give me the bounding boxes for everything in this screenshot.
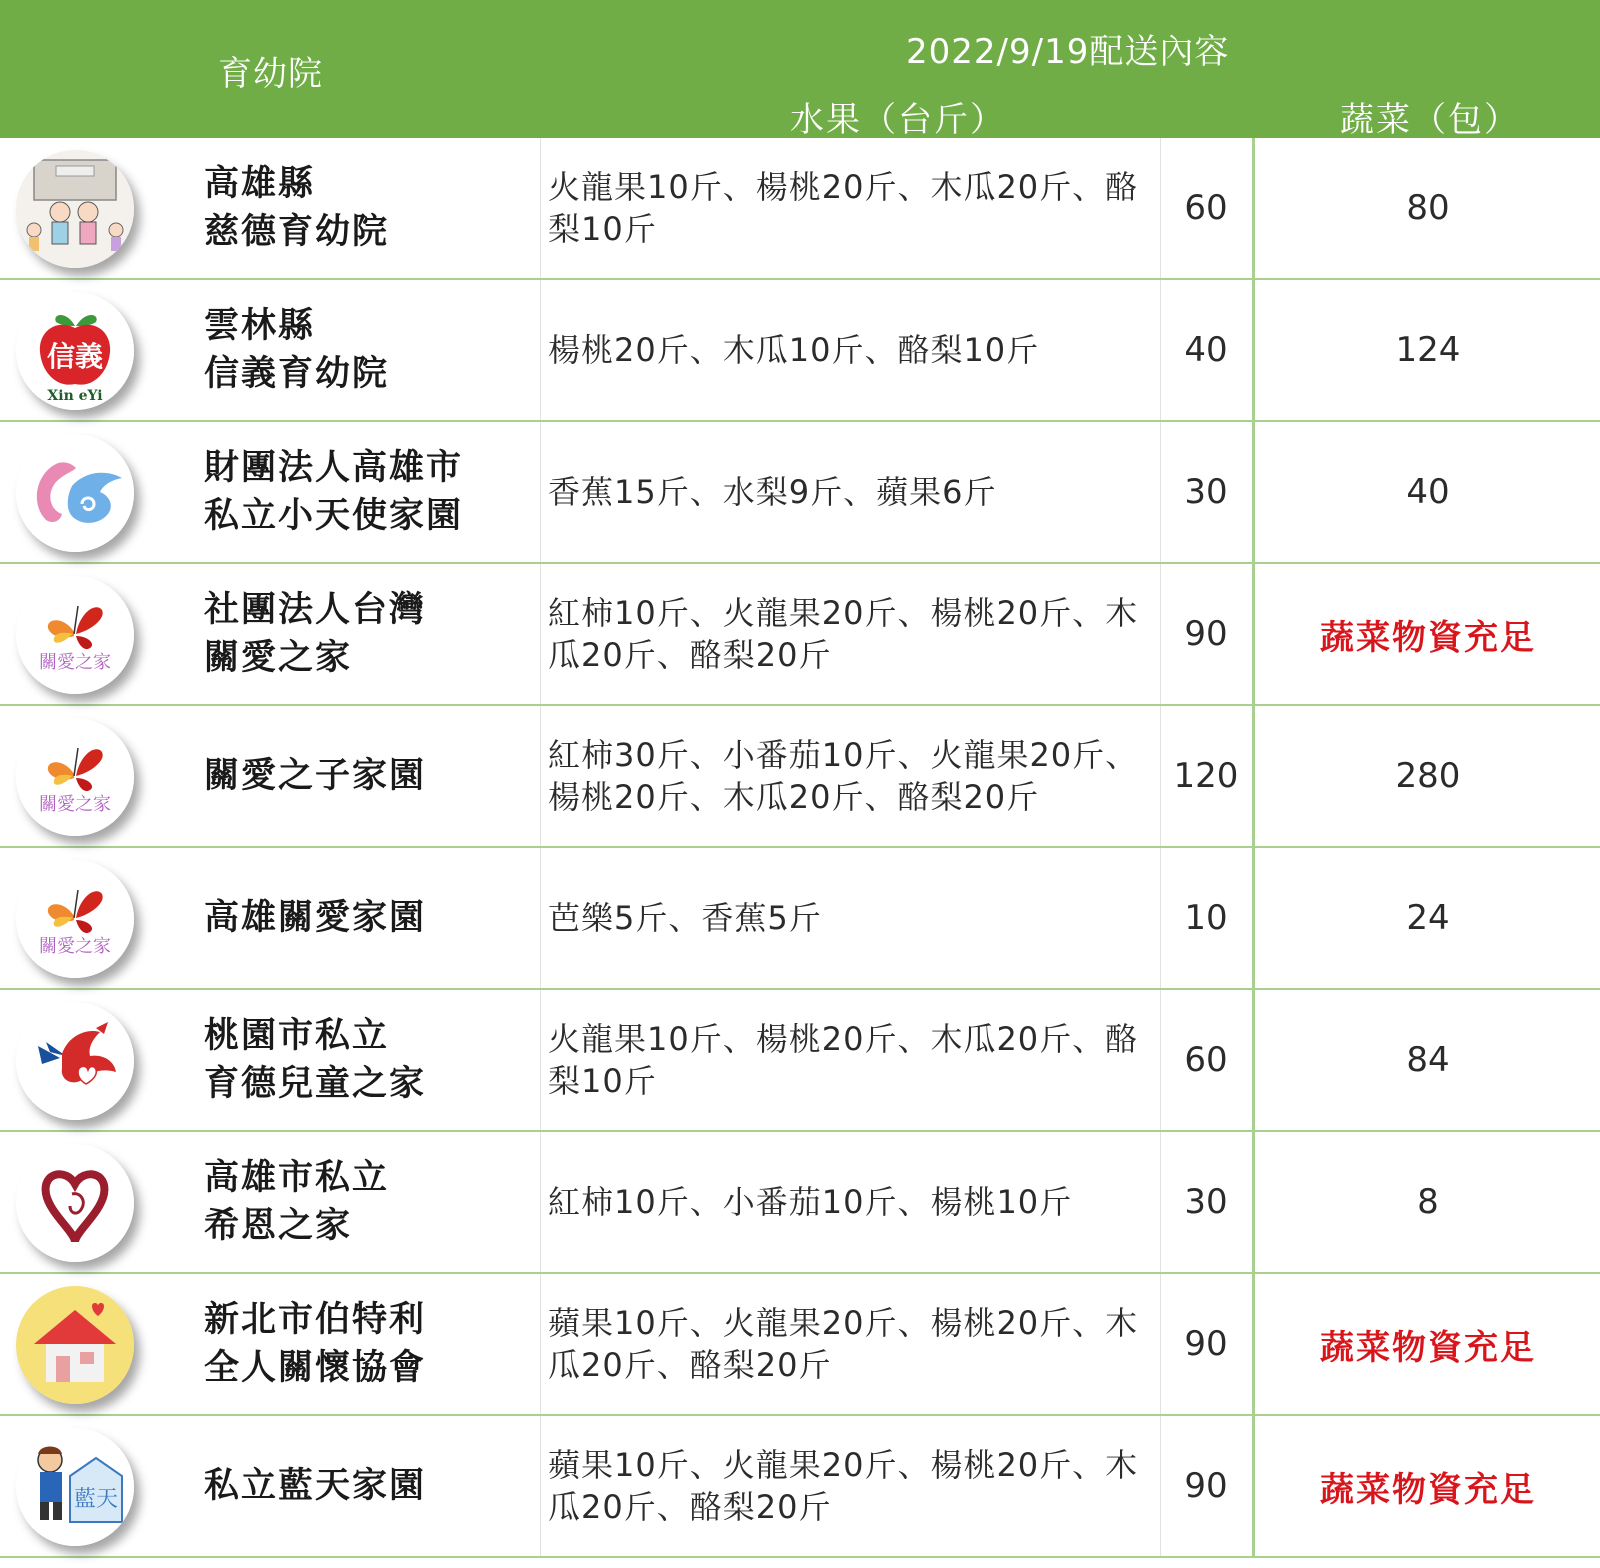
column-divider [1252,1132,1255,1272]
column-divider [540,706,541,846]
column-divider [540,990,541,1130]
column-divider [1160,848,1161,988]
table-row [0,280,1600,422]
svg-text:關愛之家: 關愛之家 [39,652,111,673]
orphanage-name [204,1416,534,1556]
fruit-items: 紅柿10斤、火龍果20斤、楊桃20斤、木瓜20斤、酪梨20斤 [548,594,1139,674]
orphanage-name [204,138,534,278]
column-divider [1252,422,1255,562]
column-divider [1160,422,1161,562]
yude-logo-icon [16,1002,134,1120]
fruit-items: 香蕉15斤、水梨9斤、蘋果6斤 [548,473,997,511]
guanai-logo-icon [16,860,134,978]
header-fruit: 水果（台斤） [790,100,1006,140]
orphanage-name-line2: 全人關懷協會 [204,1348,427,1388]
angel-logo-icon [16,434,134,552]
column-divider [1160,1416,1161,1556]
orphanage-name [204,564,534,704]
table-row [0,1132,1600,1274]
vegetable-amount: 124 [1395,330,1461,370]
column-divider [1252,564,1255,704]
svg-text:關愛之家: 關愛之家 [39,936,111,957]
column-divider [540,848,541,988]
column-divider [540,280,541,420]
vegetable-amount: 24 [1406,898,1450,938]
cide-logo-icon [16,150,134,268]
orphanage-name-line1: 高雄關愛家園 [204,898,427,938]
table-row [0,1274,1600,1416]
column-divider [540,564,541,704]
column-divider [1252,990,1255,1130]
column-divider [1252,138,1255,278]
orphanage-name-line2: 希恩之家 [204,1206,353,1246]
fruit-items: 火龍果10斤、楊桃20斤、木瓜20斤、酪梨10斤 [548,168,1139,248]
fruit-total-amount: 30 [1184,1182,1228,1222]
table-body [0,138,1600,1558]
fruit-items: 火龍果10斤、楊桃20斤、木瓜20斤、酪梨10斤 [548,1020,1139,1100]
column-divider [1252,1416,1255,1556]
column-divider [1160,706,1161,846]
fruit-total-amount: 90 [1184,1324,1228,1364]
column-divider [1160,138,1161,278]
fruit-items: 蘋果10斤、火龍果20斤、楊桃20斤、木瓜20斤、酪梨20斤 [548,1304,1139,1384]
column-divider [540,1132,541,1272]
fruit-total-amount: 10 [1184,898,1228,938]
vegetable-sufficient-note: 蔬菜物資充足 [1320,617,1536,658]
orphanage-name [204,1274,534,1414]
column-divider [1160,564,1161,704]
vegetable-amount: 280 [1395,756,1461,796]
orphanage-name-line1: 財團法人高雄市 [204,448,464,488]
orphanage-name [204,1132,534,1272]
vegetable-sufficient-note: 蔬菜物資充足 [1320,1327,1536,1368]
orphanage-name [204,280,534,420]
fruit-items: 紅柿10斤、小番茄10斤、楊桃10斤 [548,1183,1073,1221]
column-divider [1160,990,1161,1130]
orphanage-name-line1: 雲林縣 [204,306,316,346]
svg-text:關愛之家: 關愛之家 [39,794,111,815]
vegetable-amount: 84 [1406,1040,1450,1080]
table-row [0,138,1600,280]
fruit-total-amount: 60 [1184,188,1228,228]
column-divider [1252,848,1255,988]
fruit-items: 紅柿30斤、小番茄10斤、火龍果20斤、楊桃20斤、木瓜20斤、酪梨20斤 [548,736,1139,816]
table-row [0,990,1600,1132]
orphanage-name-line1: 桃園市私立 [204,1016,390,1056]
lantian-logo-icon [16,1428,134,1546]
orphanage-name-line1: 高雄縣 [204,164,316,204]
column-divider [540,422,541,562]
vegetable-amount: 8 [1417,1182,1439,1222]
header-orphanage: 育幼院 [218,54,323,94]
orphanage-name-line2: 慈德育幼院 [204,212,390,252]
fruit-items: 蘋果10斤、火龍果20斤、楊桃20斤、木瓜20斤、酪梨20斤 [548,1446,1139,1526]
table-row [0,706,1600,848]
fruit-total-amount: 60 [1184,1040,1228,1080]
fruit-items: 楊桃20斤、木瓜10斤、酪梨10斤 [548,331,1040,369]
orphanage-name-line1: 社團法人台灣 [204,590,427,630]
house-logo-icon [16,1286,134,1404]
orphanage-name-line1: 高雄市私立 [204,1158,390,1198]
xinyi-logo-icon [16,292,134,410]
xien-logo-icon [16,1144,134,1262]
column-divider [1160,1274,1161,1414]
fruit-total-amount: 30 [1184,472,1228,512]
column-divider [540,1416,541,1556]
table-row [0,422,1600,564]
column-divider [1252,280,1255,420]
svg-text:藍天: 藍天 [73,1487,119,1512]
header-delivery-date: 2022/9/19配送內容 [906,32,1230,72]
vegetable-amount: 80 [1406,188,1450,228]
column-divider [540,1274,541,1414]
orphanage-name [204,706,534,846]
guanai-logo-icon [16,576,134,694]
table-row [0,848,1600,990]
column-divider [1160,1132,1161,1272]
table-row [0,1416,1600,1558]
column-divider [1252,1274,1255,1414]
fruit-total-amount: 90 [1184,614,1228,654]
orphanage-name-line2: 育德兒童之家 [204,1064,427,1104]
orphanage-name-line1: 關愛之子家園 [204,756,427,796]
svg-text:信義: 信義 [46,340,104,373]
table-header [0,0,1600,138]
table-row [0,564,1600,706]
orphanage-name-line1: 新北市伯特利 [204,1300,427,1340]
orphanage-name [204,990,534,1130]
svg-text:Xin eYi: Xin eYi [47,388,103,404]
fruit-total-amount: 40 [1184,330,1228,370]
column-divider [1160,280,1161,420]
fruit-total-amount: 90 [1184,1466,1228,1506]
column-divider [540,138,541,278]
orphanage-name [204,422,534,562]
vegetable-sufficient-note: 蔬菜物資充足 [1320,1469,1536,1510]
guanai-logo-icon [16,718,134,836]
orphanage-name-line2: 關愛之家 [204,638,353,678]
orphanage-name-line2: 私立小天使家園 [204,496,464,536]
orphanage-name-line2: 信義育幼院 [204,354,390,394]
fruit-items: 芭樂5斤、香蕉5斤 [548,899,822,937]
orphanage-name-line1: 私立藍天家園 [204,1466,427,1506]
vegetable-amount: 40 [1406,472,1450,512]
column-divider [1252,706,1255,846]
orphanage-name [204,848,534,988]
header-vegetable: 蔬菜（包） [1340,100,1520,140]
fruit-total-amount: 120 [1173,756,1239,796]
